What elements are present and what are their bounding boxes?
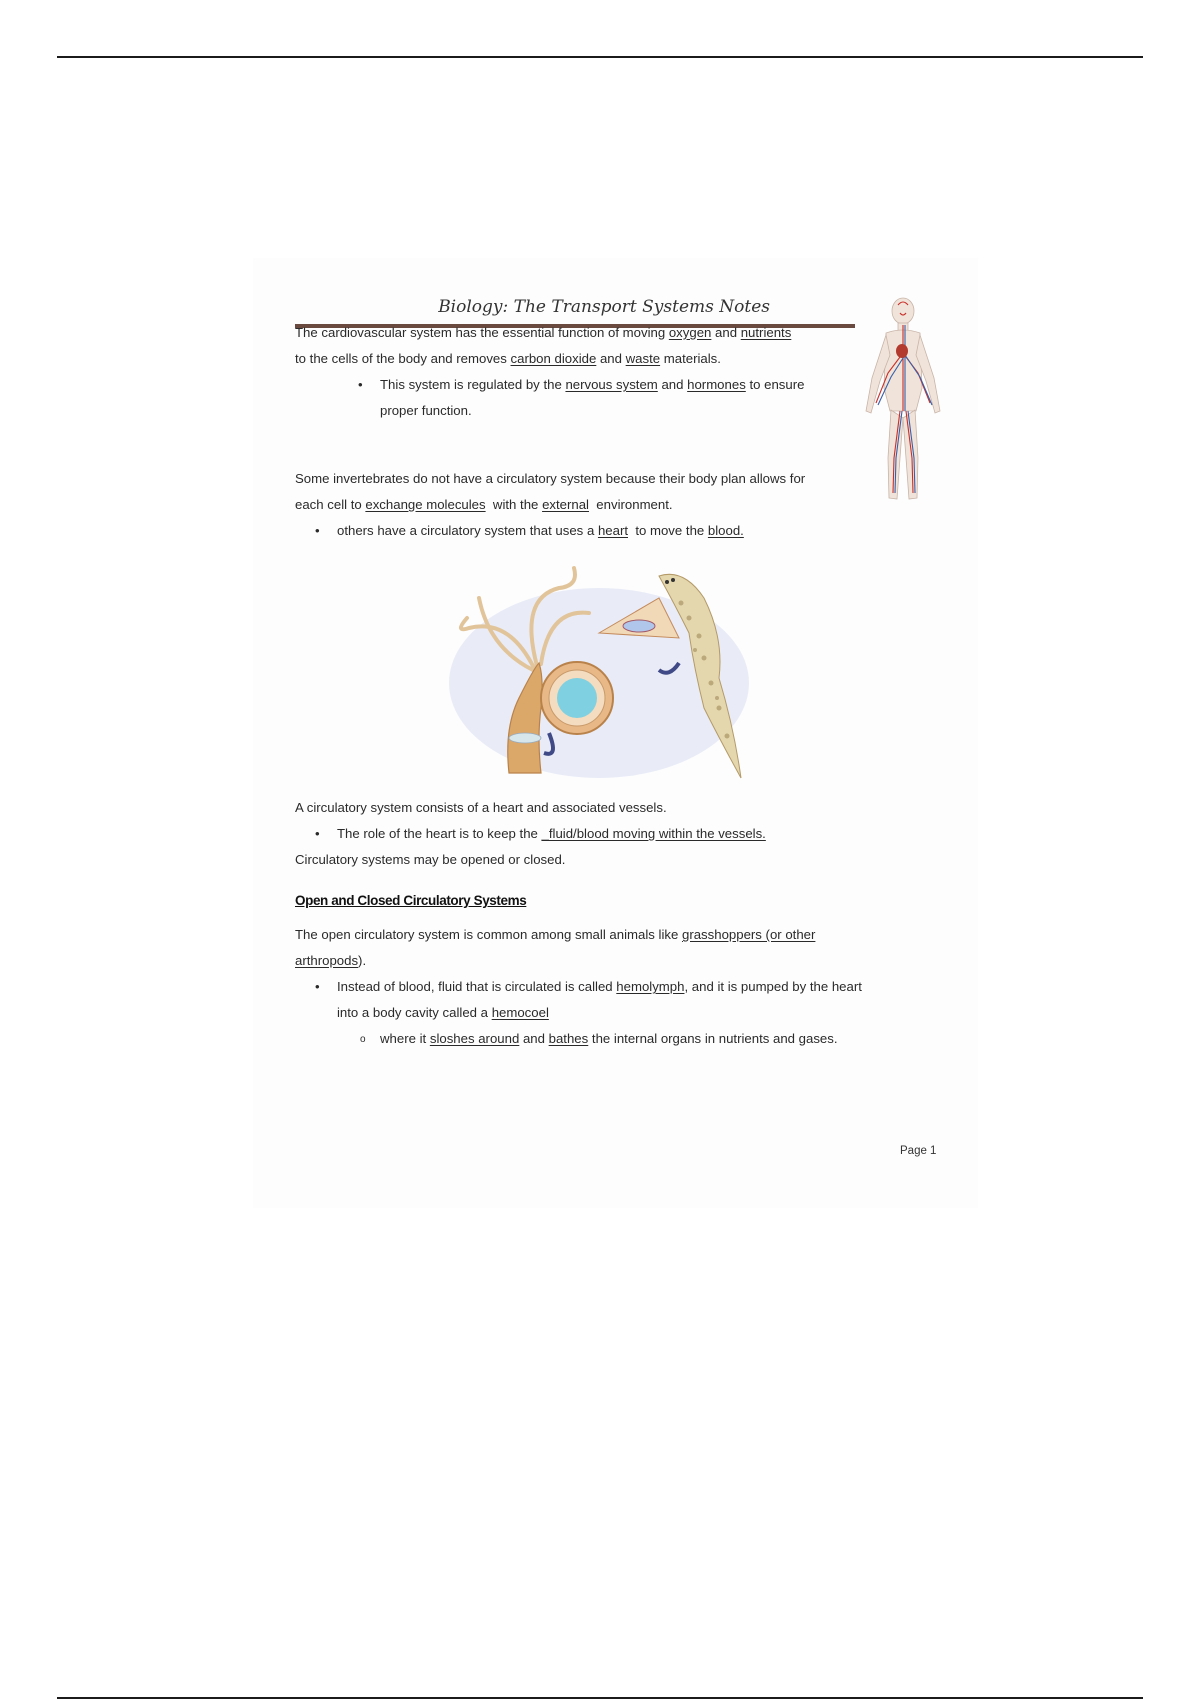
p1-text-1: The cardiovascular system has the essential function of moving: [295, 325, 669, 340]
term-fluid-blood: _fluid/blood moving within the vessels.: [541, 826, 766, 841]
paragraph-open-system: [295, 922, 815, 974]
p1-text-2: and: [711, 325, 741, 340]
p3-text: A circulatory system consists of a heart and associated vessels.: [295, 800, 667, 815]
subbullet-sloshes: [380, 1026, 838, 1052]
document-title: Biology: The Transport Systems Notes: [438, 297, 770, 317]
bullet-hemolymph: [337, 974, 862, 1026]
b2-text-1: others have a circulatory system that uses a: [337, 523, 598, 538]
b4-text-1: Instead of blood, fluid that is circulated is called: [337, 979, 617, 994]
p5-text-2: ).: [358, 953, 367, 968]
document-page: [253, 258, 978, 1208]
b1-text-3: to ensure: [745, 377, 805, 392]
p1-text-3: to the cells of the body and removes: [295, 351, 511, 366]
term-bathes: bathes: [548, 1031, 589, 1046]
sb-text-2: and: [519, 1031, 549, 1046]
term-external: external: [542, 497, 589, 512]
b1-text-1: This system is regulated by the: [380, 377, 566, 392]
b2-text-2: to move the: [628, 523, 708, 538]
term-carbon-dioxide: carbon dioxide: [510, 351, 597, 366]
term-heart: heart: [597, 523, 628, 538]
b4-text-3: into a body cavity called a: [337, 1005, 492, 1020]
paragraph-circulatory-system: [295, 795, 667, 821]
term-hemolymph: hemolymph: [616, 979, 685, 994]
term-hormones: hormones: [687, 377, 746, 392]
bottom-rule: [57, 1697, 1143, 1699]
term-oxygen: oxygen: [668, 325, 712, 340]
p4-text: Circulatory systems may be opened or closed.: [295, 852, 566, 867]
p2-text-3: with the: [485, 497, 543, 512]
human-circulatory-system-figure: [858, 293, 948, 773]
sb-text-3: the internal organs in nutrients and gases.: [588, 1031, 838, 1046]
term-exchange-molecules: exchange molecules: [365, 497, 486, 512]
term-nutrients: nutrients: [740, 325, 792, 340]
term-waste: waste: [625, 351, 661, 366]
bullet-heart: [337, 518, 744, 544]
bullet-regulation: [380, 372, 804, 424]
top-rule: [57, 56, 1143, 58]
p2-text-4: environment.: [588, 497, 673, 512]
sb-text-1: where it: [380, 1031, 430, 1046]
b3-text-1: The role of the heart is to keep the: [337, 826, 542, 841]
p2-text-1: Some invertebrates do not have a circulatory system because their body plan allows for: [295, 471, 806, 486]
b1-text-4: proper function.: [380, 403, 472, 418]
paragraph-invertebrates: [295, 466, 805, 518]
term-blood: blood.: [707, 523, 744, 538]
p2-text-2: each cell to: [295, 497, 366, 512]
hydra-and-flatworm-figure: [449, 558, 759, 788]
paragraph-open-closed: [295, 847, 565, 873]
term-hemocoel: hemocoel: [491, 1005, 549, 1020]
term-nervous-system: nervous system: [565, 377, 658, 392]
section-heading: Open and Closed Circulatory Systems: [295, 893, 527, 908]
p1-text-5: materials.: [660, 351, 721, 366]
p1-text-4: and: [596, 351, 626, 366]
b4-text-2: , and it is pumped by the heart: [684, 979, 862, 994]
term-arthropods: arthropods: [295, 953, 359, 968]
term-sloshes-around: sloshes around: [429, 1031, 520, 1046]
page-number: Page 1: [900, 1145, 937, 1157]
bullet-heart-role: [337, 821, 766, 847]
term-grasshoppers: grasshoppers (or other: [681, 927, 816, 942]
p5-text-1: The open circulatory system is common among small animals like: [295, 927, 682, 942]
paragraph-cardiovascular: [295, 320, 791, 372]
b1-text-2: and: [657, 377, 688, 392]
